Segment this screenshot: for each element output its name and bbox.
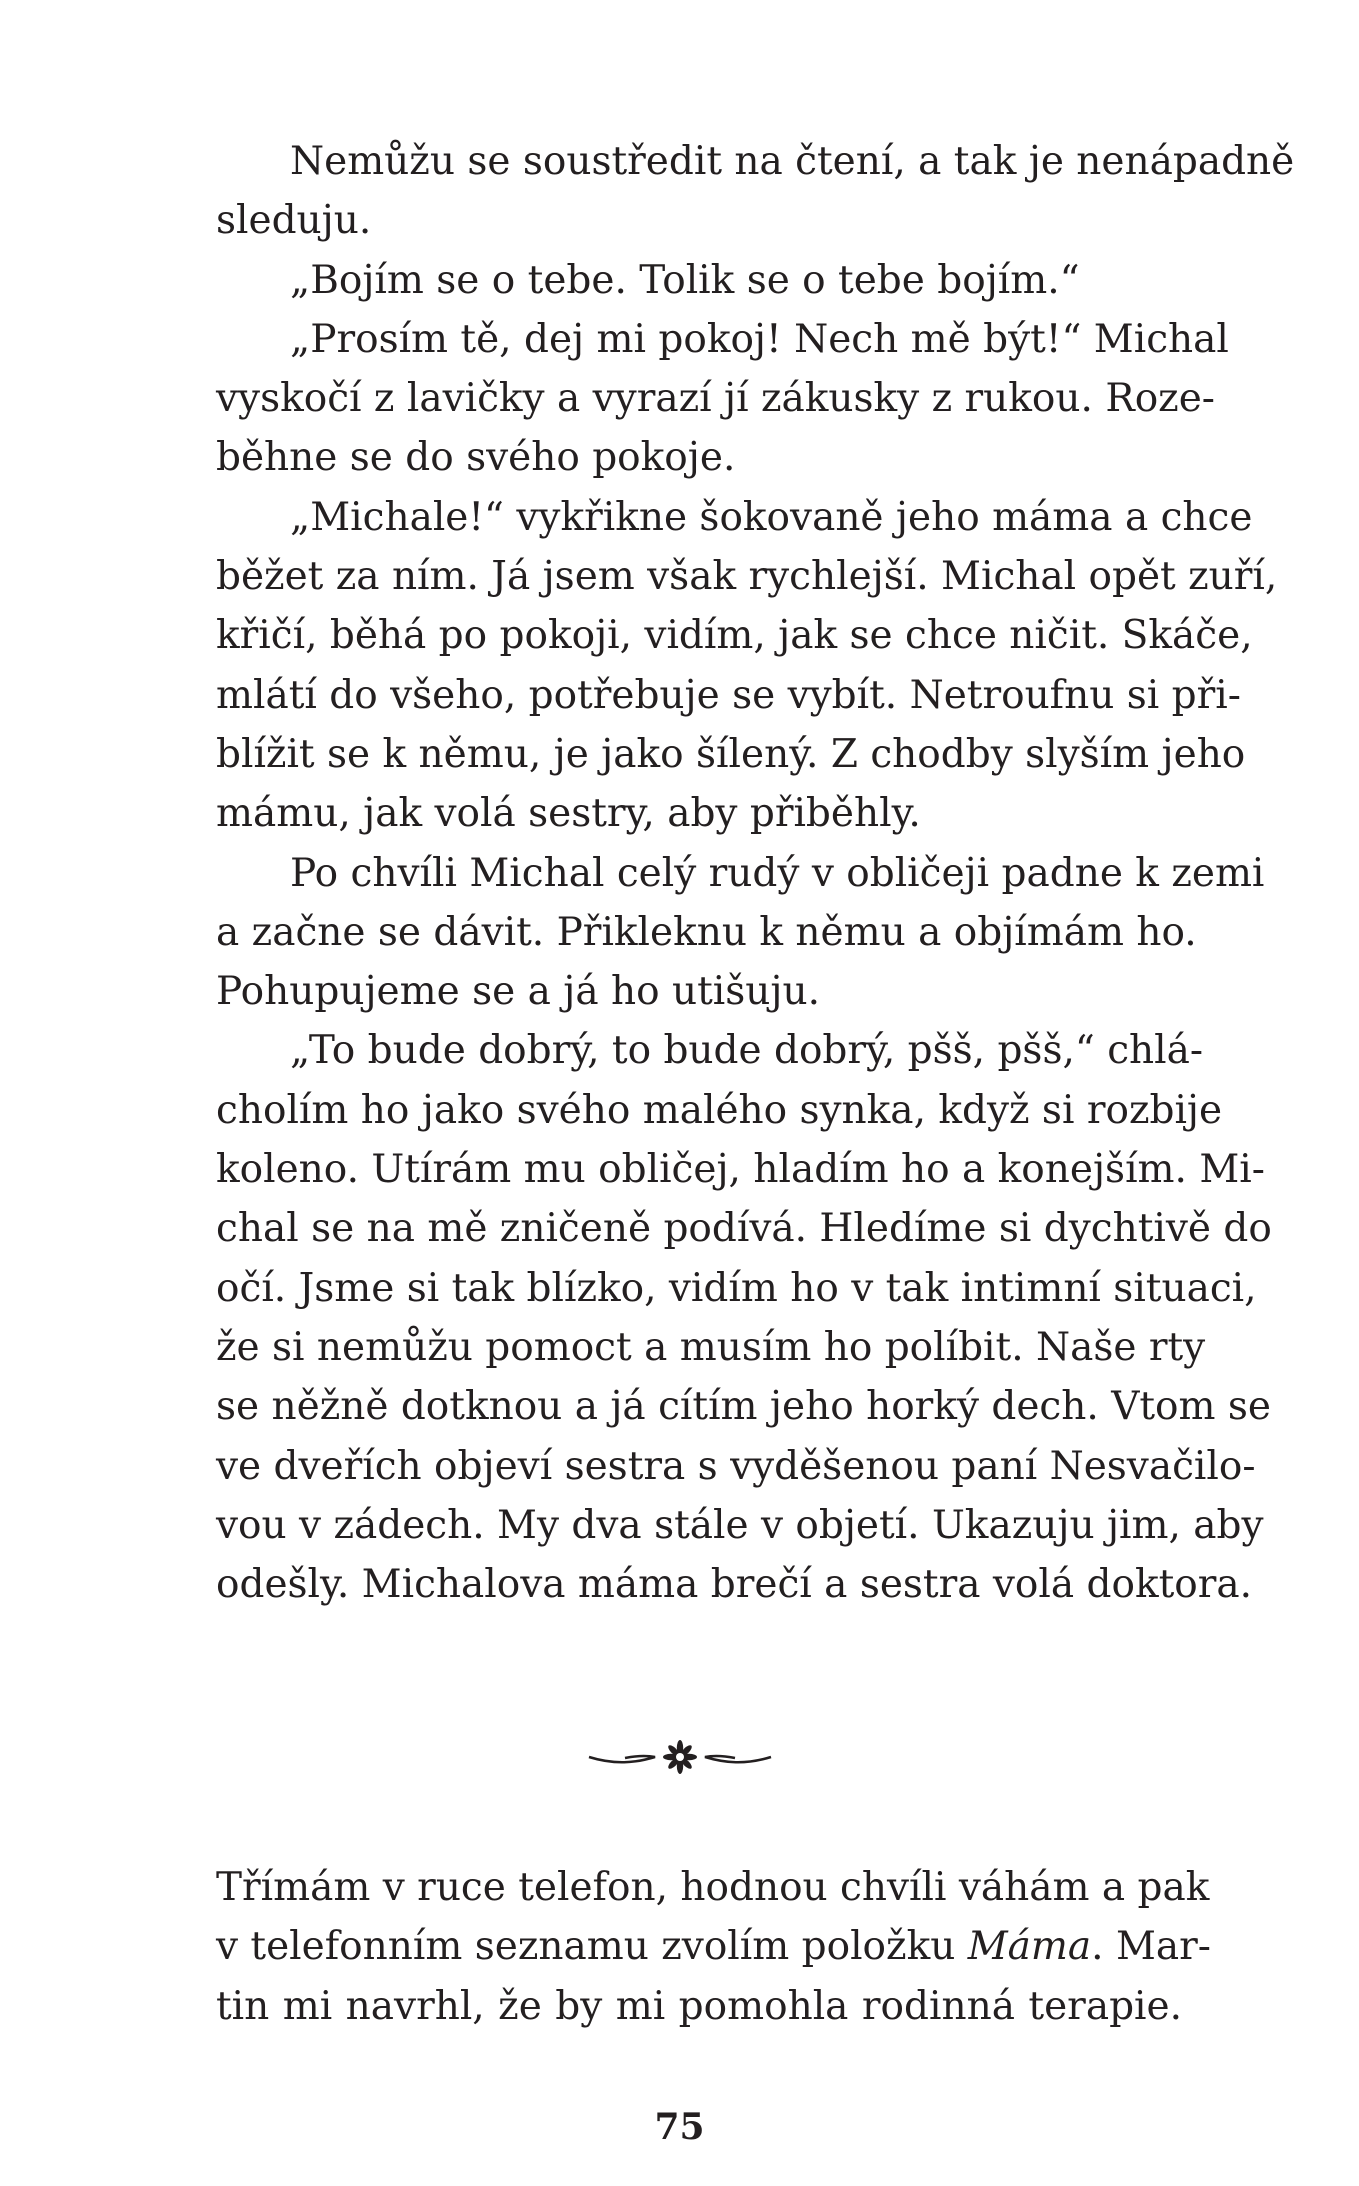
text-line: Nemůžu se soustředit na čtení, a tak je nenápadně [290,139,1295,184]
flourish-icon [585,1735,775,1779]
text-line: mámu, jak volá sestry, aby přiběhly. [216,791,921,837]
text-line: že si nemůžu pomoct a musím ho políbit. Naše rty [216,1324,1206,1370]
text-line: a začne se dávit. Přikleknu k němu a objímám ho. [216,909,1197,955]
body-text [216,132,1295,1614]
text-line: „Bojím se o tebe. Tolik se o tebe bojím.“ [290,257,1080,303]
section-two-text [216,1858,1211,2036]
text-line: běžet za ním. Já jsem však rychlejší. Michal opět zuří, [216,554,1278,600]
text-line: „Prosím tě, dej mi pokoj! Nech mě být!“ Michal [290,316,1229,362]
text-line: vou v zádech. My dva stále v objetí. Ukazuju jim, aby [216,1502,1264,1548]
text-line: Třímám v ruce telefon, hodnou chvíli váhám a pak [216,1865,1210,1910]
text-line: ve dveřích objeví sestra s vyděšenou paní Nesvačilo- [216,1443,1256,1489]
text-line: křičí, běhá po pokoji, vidím, jak se chce ničit. Skáče, [216,613,1253,659]
text-span: . Mar- [1091,1924,1211,1970]
text-line: sleduju. [216,198,372,244]
text-line: blížit se k němu, je jako šílený. Z chodby slyším jeho [216,731,1246,777]
text-line: očí. Jsme si tak blízko, vidím ho v tak intimní situaci, [216,1265,1257,1311]
text-line: Po chvíli Michal celý rudý v obličeji padne k zemi [290,850,1265,896]
text-line: „To bude dobrý, to bude dobrý, pšš, pšš,“ chlá- [290,1028,1204,1074]
text-line: se něžně dotknou a já cítím jeho horký dech. Vtom se [216,1384,1271,1430]
text-line: „Michale!“ vykřikne šokovaně jeho máma a chce [290,494,1253,540]
text-line: chal se na mě zničeně podívá. Hledíme si dychtivě do [216,1206,1272,1252]
text-line: Pohupujeme se a já ho utišuju. [216,969,820,1015]
italic-term: Máma [967,1924,1092,1970]
text-line: koleno. Utírám mu obličej, hladím ho a konejším. Mi- [216,1147,1265,1193]
text-line: mlátí do všeho, potřebuje se vybít. Netroufnu si při- [216,672,1241,718]
text-span: v telefonním seznamu zvolím položku [216,1924,968,1970]
page-number: 75 [654,2106,705,2148]
text-line: běhne se do svého pokoje. [216,435,736,481]
text-line: vyskočí z lavičky a vyrazí jí zákusky z rukou. Roze- [216,376,1215,422]
text-line: cholím ho jako svého malého synka, když si rozbije [216,1087,1223,1133]
text-line: odešly. Michalova máma brečí a sestra volá doktora. [216,1562,1253,1608]
section-break-ornament [0,1735,1359,1785]
text-line [216,1917,1211,1976]
text-line: tin mi navrhl, že by mi pomohla rodinná terapie. [216,1983,1182,2029]
